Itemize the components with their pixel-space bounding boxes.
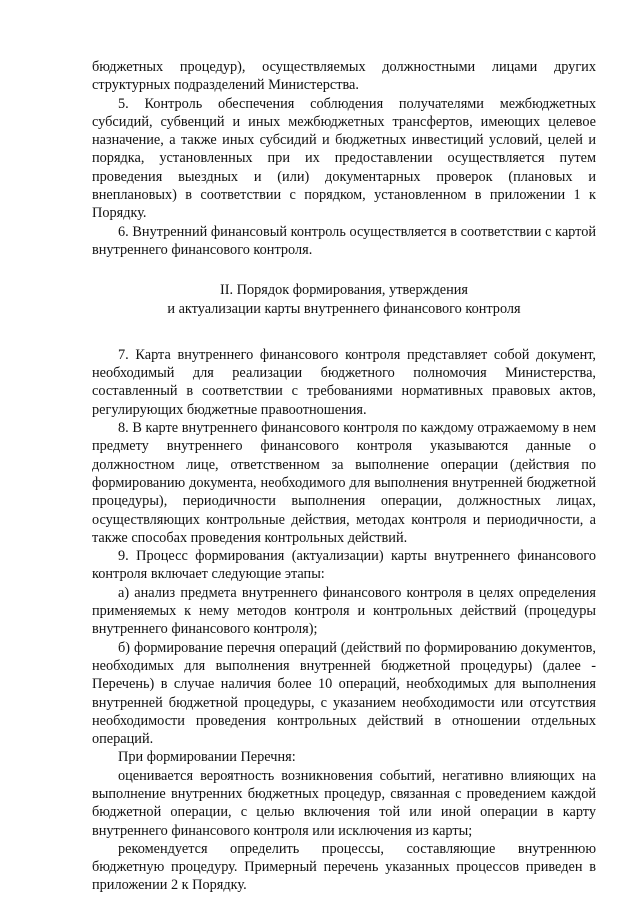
paragraph-6: 6. Внутренний финансовый контроль осуществляется в соответствии с картой внутреннего финансового контроля. <box>92 223 596 258</box>
paragraph-risk-assessment: оценивается вероятность возникновения событий, негативно влияющих на выполнение внутренних бюджетных процедур, связанная с проведением каждой бюджетной операции, с целью включения той или иной операции в карту внутреннего финансового контроля или исключения из карты; <box>92 767 596 839</box>
paragraph-7: 7. Карта внутреннего финансового контроля представляет собой документ, необходимый для реализации бюджетного полномочия Министерства, составленный в соответствии с требованиями нормативных правовых актов, регулирующих бюджетные правоотношения. <box>92 346 596 418</box>
paragraph-9a: а) анализ предмета внутреннего финансового контроля в целях определения применяемых к нему методов контроля и контрольных действий (процедуры внутреннего финансового контроля); <box>92 584 596 638</box>
paragraph-9: 9. Процесс формирования (актуализации) карты внутреннего финансового контроля включает следующие этапы: <box>92 548 596 583</box>
document-page <box>92 58 596 895</box>
section-heading-line-2: и актуализации карты внутреннего финансового контроля <box>167 300 521 317</box>
paragraph-5: 5. Контроль обеспечения соблюдения получателями межбюджетных субсидий, субвенций и иных межбюджетных трансфертов, имеющих целевое назначение, а также иных субсидий и бюджетных инвестиций условий, целей и порядка, установленных при их предоставлении осуществляется путем проведения выездных и (или) документарных проверок (плановых и внеплановых) в соответствии с порядком, установленном в приложении 1 к Порядку. <box>92 95 596 222</box>
paragraph-recommendation: рекомендуется определить процессы, составляющие внутреннюю бюджетную процедуру. Примерный перечень указанных процессов приведен в приложении 2 к Порядку. <box>92 840 596 894</box>
paragraph-8: 8. В карте внутреннего финансового контроля по каждому отражаемому в нем предмету внутреннего финансового контроля указываются данные о должностном лице, ответственном за выполнение операции (действия по формированию документа, необходимого для выполнения внутренней бюджетной процедуры), периодичности выполнения операции, должностных лицах, осуществляющих контрольные действия, методах контроля и периодичности, а также способах проведения контрольных действий. <box>92 420 596 546</box>
section-heading <box>92 281 596 318</box>
paragraph-9b: б) формирование перечня операций (действий по формированию документов, необходимых для выполнения внутренней бюджетной процедуры) (далее - Перечень) в случае наличия более 10 операций, необходимых для выполнения внутренней бюджетной процедуры, с указанием необходимости или отсутствия необходимости проведения контрольных действий в отношении отдельных операций. <box>92 639 596 748</box>
section-heading-line-1: II. Порядок формирования, утверждения <box>219 282 469 299</box>
paragraph-continuation: бюджетных процедур), осуществляемых должностными лицами других структурных подразделений Министерства. <box>92 59 596 94</box>
paragraph-list-intro: При формировании Перечня: <box>118 749 296 766</box>
